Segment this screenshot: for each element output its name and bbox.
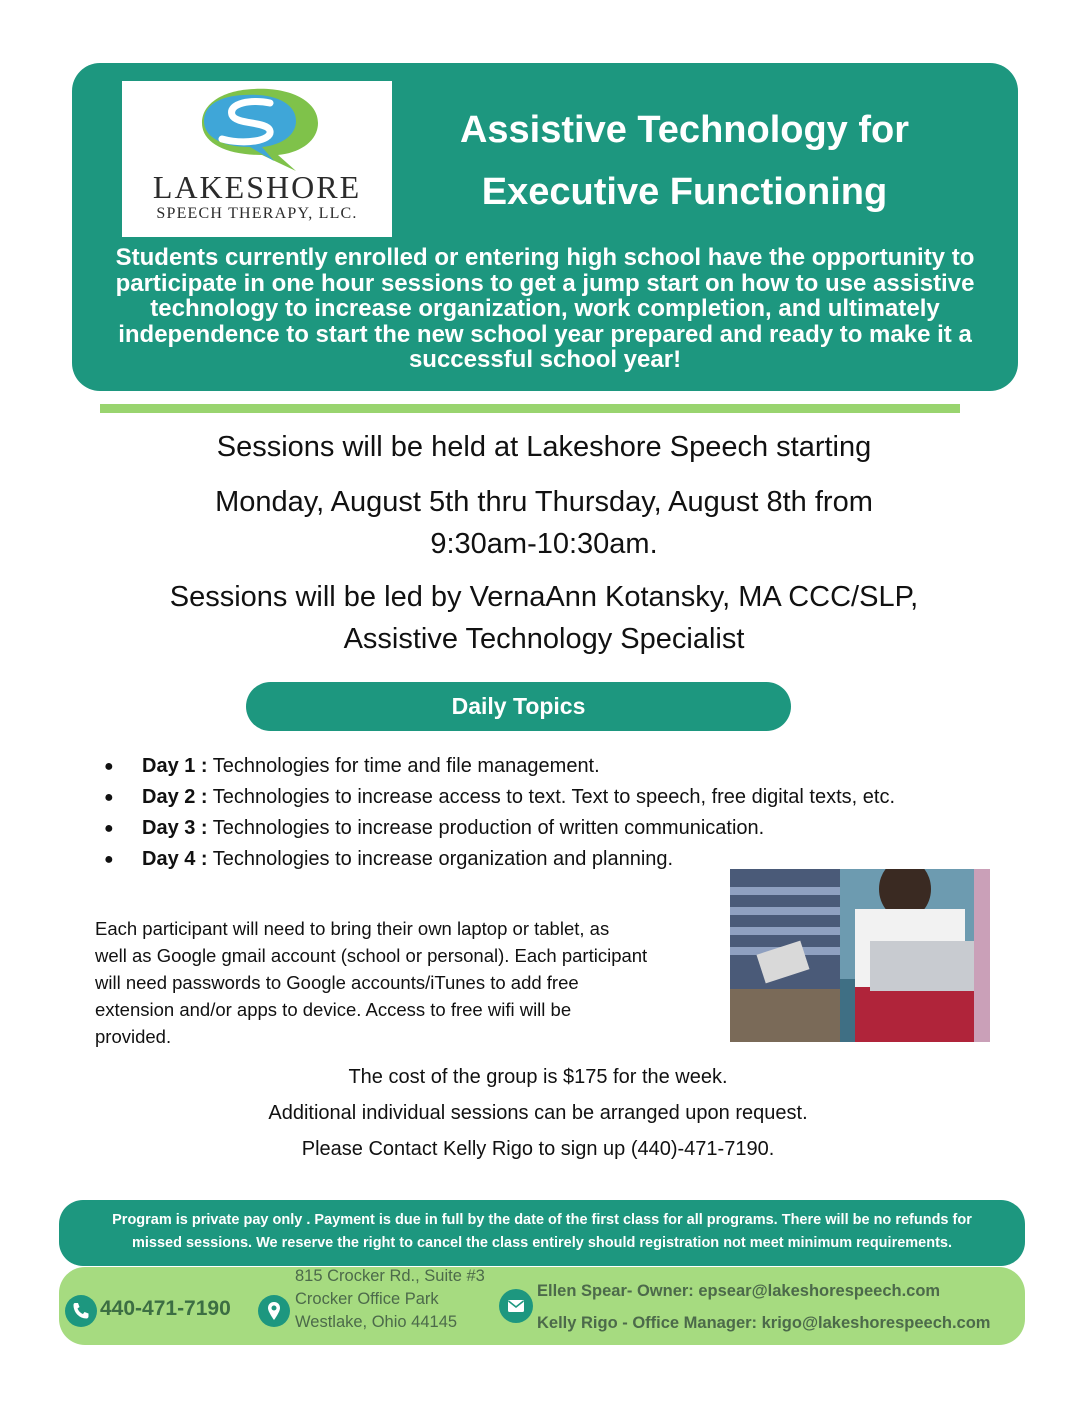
address — [295, 1265, 485, 1334]
leader-title: Assistive Technology Specialist — [343, 623, 745, 655]
location-pin-icon — [258, 1295, 290, 1327]
intro-text — [92, 245, 998, 373]
participant-line: provided. — [95, 1026, 172, 1047]
cost-text: The cost of the group is $175 for the week. — [348, 1066, 728, 1088]
title-line-2: Executive Functioning — [481, 171, 888, 213]
daily-topics-heading: Daily Topics — [246, 682, 791, 731]
topic-text: Technologies for time and file management. — [207, 755, 600, 777]
topic-day: Day 3 : — [142, 817, 208, 839]
logo-name: LAKESHORE — [152, 169, 362, 205]
policy-line: Program is private pay only . Payment is due in full by the date of the first class for all programs. There will be no refunds for — [112, 1212, 972, 1228]
intro-line: independence to start the new school year prepared and ready to make it a — [118, 320, 972, 348]
sessions-location: Sessions will be held at Lakeshore Speech starting — [216, 431, 872, 463]
mail-icon — [499, 1289, 533, 1323]
participant-requirements — [95, 915, 715, 1050]
participant-line: extension and/or apps to device. Access to free wifi will be — [95, 999, 572, 1020]
intro-line: successful school year! — [408, 346, 682, 373]
topic-day: Day 2 : — [142, 786, 208, 808]
topic-day: Day 4 : — [142, 848, 208, 870]
topic-text: Technologies to increase organization and planning. — [207, 848, 674, 870]
payment-policy-banner — [59, 1200, 1025, 1266]
address-line: Westlake, Ohio 44145 — [295, 1313, 458, 1331]
intro-line: technology to increase organization, work completion, and ultimately — [150, 295, 940, 322]
bullet-icon: ● — [104, 789, 114, 806]
topics-list — [100, 751, 1000, 875]
participant-line: Each participant will need to bring their own laptop or tablet, as — [95, 918, 610, 939]
intro-line: participate in one hour sessions to get a jump start on how to use assistive — [115, 269, 975, 297]
flyer-title — [422, 99, 947, 223]
sessions-leader — [80, 576, 1008, 660]
additional-sessions-text: Additional individual sessions can be arranged upon request. — [268, 1102, 808, 1124]
email-contacts — [537, 1275, 990, 1339]
owner-email[interactable]: Ellen Spear- Owner: epsear@lakeshorespeech.com — [537, 1282, 941, 1300]
speech-bubble-icon — [192, 85, 324, 173]
title-line-1: Assistive Technology for — [459, 109, 910, 151]
topic-day: Day 1 : — [142, 755, 208, 777]
phone-number: 440-471-7190 — [100, 1297, 231, 1320]
address-line: 815 Crocker Rd., Suite #3 — [295, 1267, 485, 1285]
list-item — [100, 782, 1000, 813]
participant-line: will need passwords to Google accounts/iTunes to add free — [95, 972, 579, 993]
sessions-date-range: Monday, August 5th thru Thursday, August 8th from — [215, 486, 873, 518]
manager-email[interactable]: Kelly Rigo - Office Manager: krigo@lakeshorespeech.com — [537, 1314, 991, 1332]
topic-text: Technologies to increase production of written communication. — [207, 817, 765, 839]
leader-name: Sessions will be led by VernaAnn Kotansky, MA CCC/SLP, — [169, 581, 919, 613]
sessions-time: 9:30am-10:30am. — [430, 528, 658, 560]
header-banner — [72, 63, 1018, 391]
address-line: Crocker Office Park — [295, 1290, 439, 1308]
sessions-dates — [80, 481, 1008, 565]
lakeshore-logo — [122, 81, 392, 237]
topic-text: Technologies to increase access to text. Text to speech, free digital texts, etc. — [207, 786, 896, 808]
bullet-icon: ● — [104, 758, 114, 775]
policy-line: missed sessions. We reserve the right to cancel the class entirely should registration not meet minimum requirements. — [131, 1235, 953, 1251]
bullet-icon: ● — [104, 820, 114, 837]
list-item — [100, 751, 1000, 782]
list-item — [100, 813, 1000, 844]
intro-line: Students currently enrolled or entering high school have the opportunity to — [115, 244, 975, 271]
divider-rule — [100, 404, 960, 413]
phone-icon — [65, 1295, 97, 1327]
students-with-devices-photo — [730, 869, 990, 1042]
participant-line: well as Google gmail account (school or personal). Each participant — [95, 945, 648, 966]
contact-footer — [59, 1267, 1025, 1345]
logo-subtitle: SPEECH THERAPY, LLC. — [156, 205, 358, 222]
signup-contact-text: Please Contact Kelly Rigo to sign up (440)-471-7190. — [301, 1138, 775, 1160]
bullet-icon: ● — [104, 851, 114, 868]
